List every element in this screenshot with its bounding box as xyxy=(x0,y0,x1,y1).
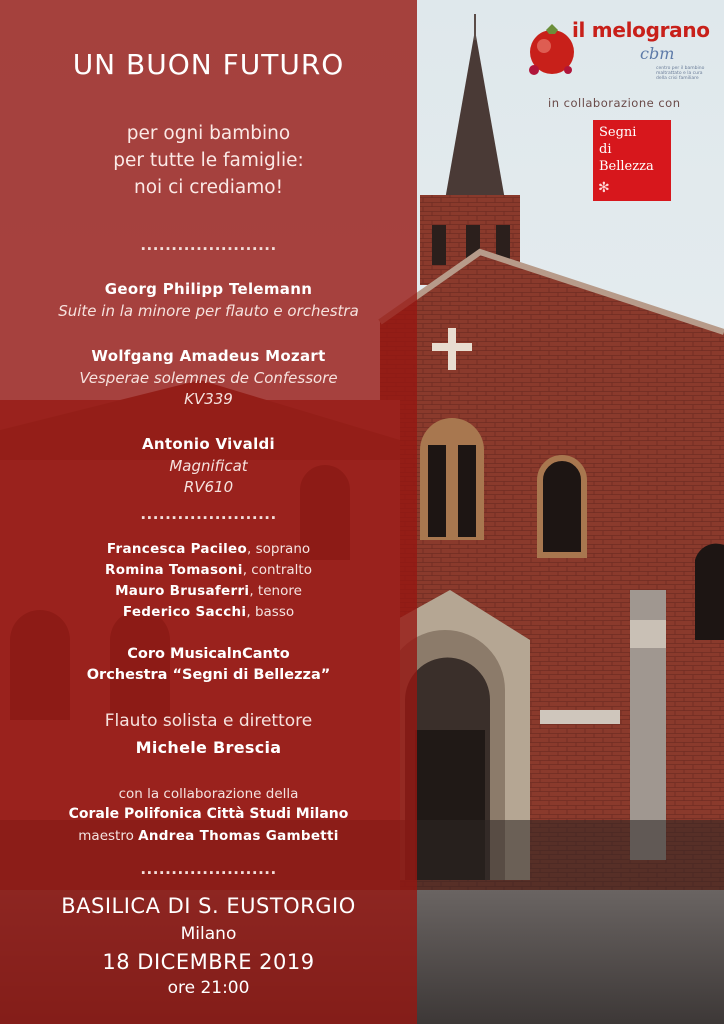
asterisk-icon: ✻ xyxy=(598,180,610,196)
ensemble-choir: Coro MusicalnCanto xyxy=(127,646,290,662)
melograno-logo xyxy=(522,14,718,86)
tagline-line-1: per ogni bambino xyxy=(126,123,291,144)
maestro-label: maestro xyxy=(78,828,134,844)
soloist-name: Francesca Pacileo xyxy=(106,541,248,557)
soloist-name: Romina Tomasoni xyxy=(105,562,243,578)
soloist-line xyxy=(0,539,417,560)
work-mozart: Vesperae solemnes de Confessore xyxy=(79,369,338,387)
segni-line: Segni xyxy=(599,125,637,140)
director-label: Flauto solista e direttore xyxy=(104,711,313,731)
soloist-role: , tenore xyxy=(249,583,302,599)
soloist-name: Mauro Brusaferri xyxy=(115,583,250,599)
segni-di-bellezza-logo xyxy=(593,120,671,201)
collaboration-choir: Corale Polifonica Città Studi Milano xyxy=(68,806,349,822)
soloist-role: , contralto xyxy=(242,562,312,578)
separator-dots: ...................... xyxy=(140,505,277,523)
event-city: Milano xyxy=(180,924,237,944)
composer-vivaldi: Antonio Vivaldi xyxy=(141,435,276,453)
event-time: ore 21:00 xyxy=(167,978,250,998)
soloist-line xyxy=(0,602,417,623)
work-telemann: Suite in la minore per flauto e orchestra xyxy=(58,302,359,320)
segni-line: di xyxy=(599,142,612,157)
separator-dots: ...................... xyxy=(140,236,277,254)
composer-telemann: Georg Philipp Telemann xyxy=(104,280,313,298)
soloist-role: , soprano xyxy=(247,541,311,557)
soloist-line xyxy=(0,581,417,602)
catalog-vivaldi: RV610 xyxy=(183,478,234,496)
ensemble-orchestra: Orchestra “Segni di Bellezza” xyxy=(86,667,331,683)
cbm-logo-text: cbm xyxy=(640,44,675,63)
segni-logo-text xyxy=(599,124,654,175)
collaboration-maestro xyxy=(0,826,417,847)
tagline-line-3: noi ci crediamo! xyxy=(134,177,283,198)
collaboration-label: in collaborazione con xyxy=(548,96,681,110)
event-date: 18 DICEMBRE 2019 xyxy=(102,950,315,974)
soloist-name: Federico Sacchi xyxy=(122,604,247,620)
melograno-name: il melograno xyxy=(572,18,710,42)
cbm-subtitle: centro per il bambino maltrattato e la cura della crisi familiare xyxy=(656,66,705,81)
collaboration-intro: con la collaborazione della xyxy=(118,786,299,802)
tagline-line-2: per tutte le famiglie: xyxy=(113,150,304,171)
segni-line: Bellezza xyxy=(599,159,654,174)
separator-dots: ...................... xyxy=(140,860,277,878)
poster-title: UN BUON FUTURO xyxy=(72,48,345,81)
event-venue: BASILICA DI S. EUSTORGIO xyxy=(61,894,356,918)
maestro-name: Andrea Thomas Gambetti xyxy=(138,828,339,844)
soloist-line xyxy=(0,560,417,581)
work-vivaldi: Magnificat xyxy=(169,457,248,475)
catalog-mozart: KV339 xyxy=(184,390,233,408)
director-name: Michele Brescia xyxy=(135,738,282,757)
soloist-role: , basso xyxy=(246,604,295,620)
composer-mozart: Wolfgang Amadeus Mozart xyxy=(91,347,326,365)
